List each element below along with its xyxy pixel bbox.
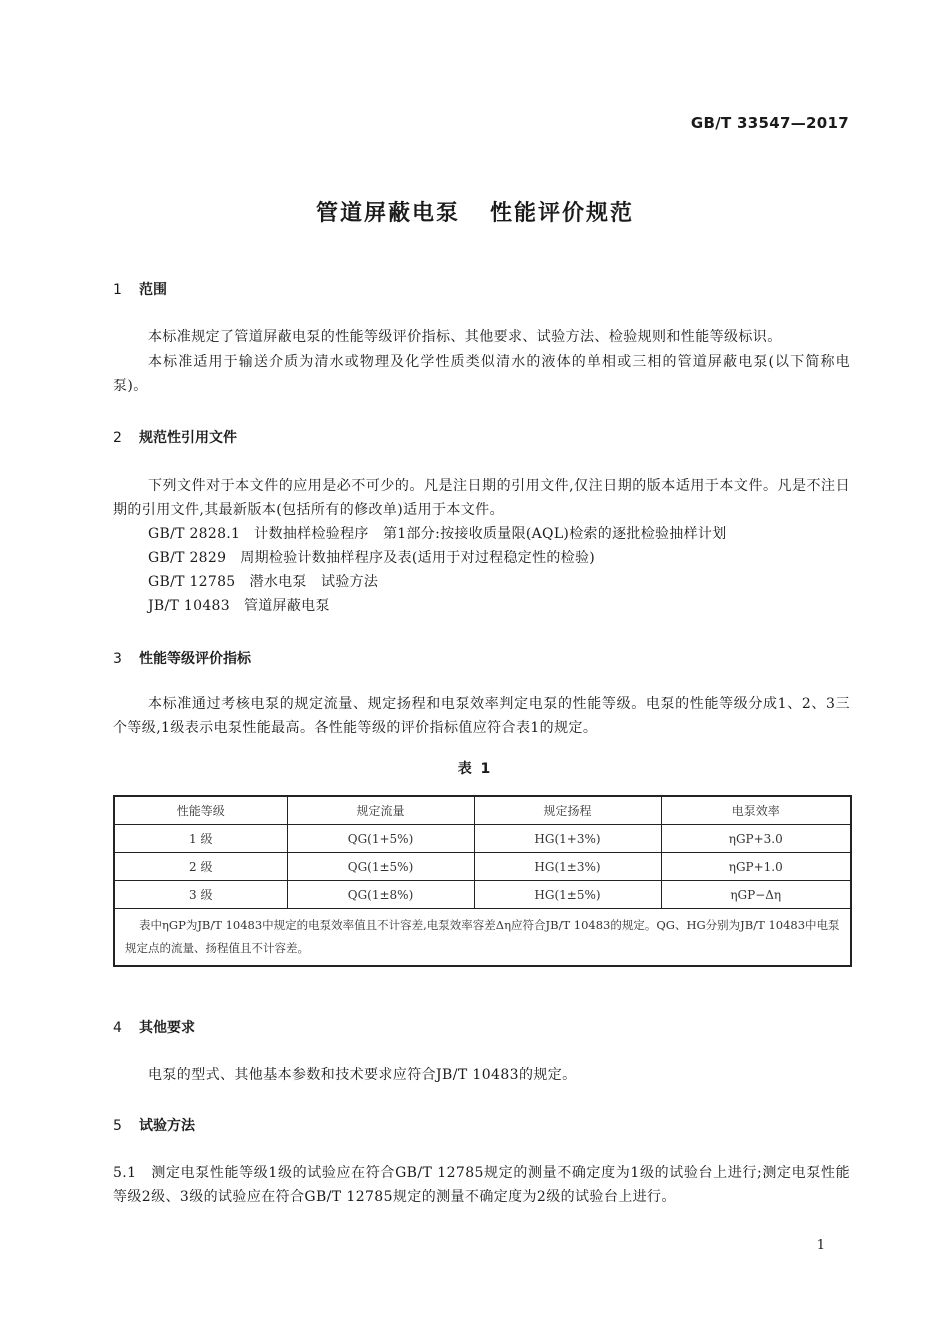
table-cell: HG(1+3%) [474,825,661,853]
reference-title: 管道屏蔽电泵 [243,598,330,614]
table-cell: HG(1±3%) [474,853,661,881]
table-header-cell: 电泵效率 [661,796,851,825]
section-1-paragraph-2: 本标准适用于输送介质为清水或物理及化学性质类似清水的液体的单相或三相的管道屏蔽电泵(以下简称电泵)。 [113,354,850,394]
table-cell: QG(1+5%) [287,825,474,853]
table-header-row [114,796,851,825]
section-1-paragraph-1: 本标准规定了管道屏蔽电泵的性能等级评价指标、其他要求、试验方法、检验规则和性能等级标识。 [148,329,782,345]
section-3-heading [113,648,251,668]
table-cell: ηGP−Δη [661,881,851,909]
section-2-heading [113,427,237,447]
section-3-paragraph-1: 本标准通过考核电泵的规定流量、规定扬程和电泵效率判定电泵的性能等级。电泵的性能等级分成1、2、3三个等级,1级表示电泵性能最高。各性能等级的评价指标值应符合表1的规定。 [113,696,850,736]
standard-code: GB/T 33547—2017 [690,114,849,132]
table-row [114,881,851,909]
reference-code: GB/T 2829 [148,550,227,566]
document-title [0,196,950,227]
page-number: 1 [816,1238,825,1253]
section-title: 试验方法 [139,1118,195,1134]
section-number: 3 [113,651,122,667]
reference-item [148,546,595,570]
section-5-heading [113,1115,195,1135]
table-row [114,853,851,881]
reference-code: JB/T 10483 [148,598,230,614]
section-2-paragraph-1: 下列文件对于本文件的应用是必不可少的。凡是注日期的引用文件,仅注日期的版本适用于本文件。凡是不注日期的引用文件,其最新版本(包括所有的修改单)适用于本文件。 [113,478,850,518]
section-title: 规范性引用文件 [139,430,237,446]
performance-grade-table [113,795,852,967]
table-cell: ηGP+3.0 [661,825,851,853]
table-header-cell: 性能等级 [114,796,287,825]
reference-item [148,522,727,546]
reference-code: GB/T 2828.1 [148,526,241,542]
table-header-cell: 规定流量 [287,796,474,825]
section-title: 其他要求 [139,1020,195,1036]
reference-title: 周期检验计数抽样程序及表(适用于对过程稳定性的检验) [240,550,596,566]
clause-5-1: 5.1 测定电泵性能等级1级的试验应在符合GB/T 12785规定的测量不确定度为1级的试验台上进行;测定电泵性能等级2级、3级的试验应在符合GB/T 12785规定的测量不确定度为2级的试验台上进行。 [113,1165,850,1205]
reference-code: GB/T 12785 [148,574,236,590]
table-header-cell: 规定扬程 [474,796,661,825]
table-cell: 2 级 [114,853,287,881]
reference-title: 计数抽样检验程序 第1部分:按接收质量限(AQL)检索的逐批检验抽样计划 [254,526,727,542]
table-note-row [114,909,851,967]
title-main: 管道屏蔽电泵 [315,201,460,226]
table-caption: 表 1 [457,761,493,777]
table-cell: QG(1±5%) [287,853,474,881]
section-number: 4 [113,1020,122,1036]
table-note: 表中ηGP为JB/T 10483中规定的电泵效率值且不计容差,电泵效率容差Δη应符合JB/T 10483的规定。QG、HG分别为JB/T 10483中电泵规定点的流量、扬程值且不计容差。 [114,909,851,967]
title-sub: 性能评价规范 [490,201,635,226]
reference-item [148,570,378,594]
section-4-heading [113,1017,195,1037]
section-title: 性能等级评价指标 [139,651,251,667]
reference-item [148,594,330,618]
table-cell: HG(1±5%) [474,881,661,909]
section-1-heading [113,279,167,299]
section-title: 范围 [139,282,167,298]
section-number: 1 [113,282,122,298]
reference-title: 潜水电泵 试验方法 [249,574,379,590]
section-4-paragraph-1: 电泵的型式、其他基本参数和技术要求应符合JB/T 10483的规定。 [148,1067,577,1083]
table-cell: QG(1±8%) [287,881,474,909]
table-cell: 3 级 [114,881,287,909]
section-number: 5 [113,1118,122,1134]
table-cell: 1 级 [114,825,287,853]
table-cell: ηGP+1.0 [661,853,851,881]
table-row [114,825,851,853]
section-number: 2 [113,430,122,446]
